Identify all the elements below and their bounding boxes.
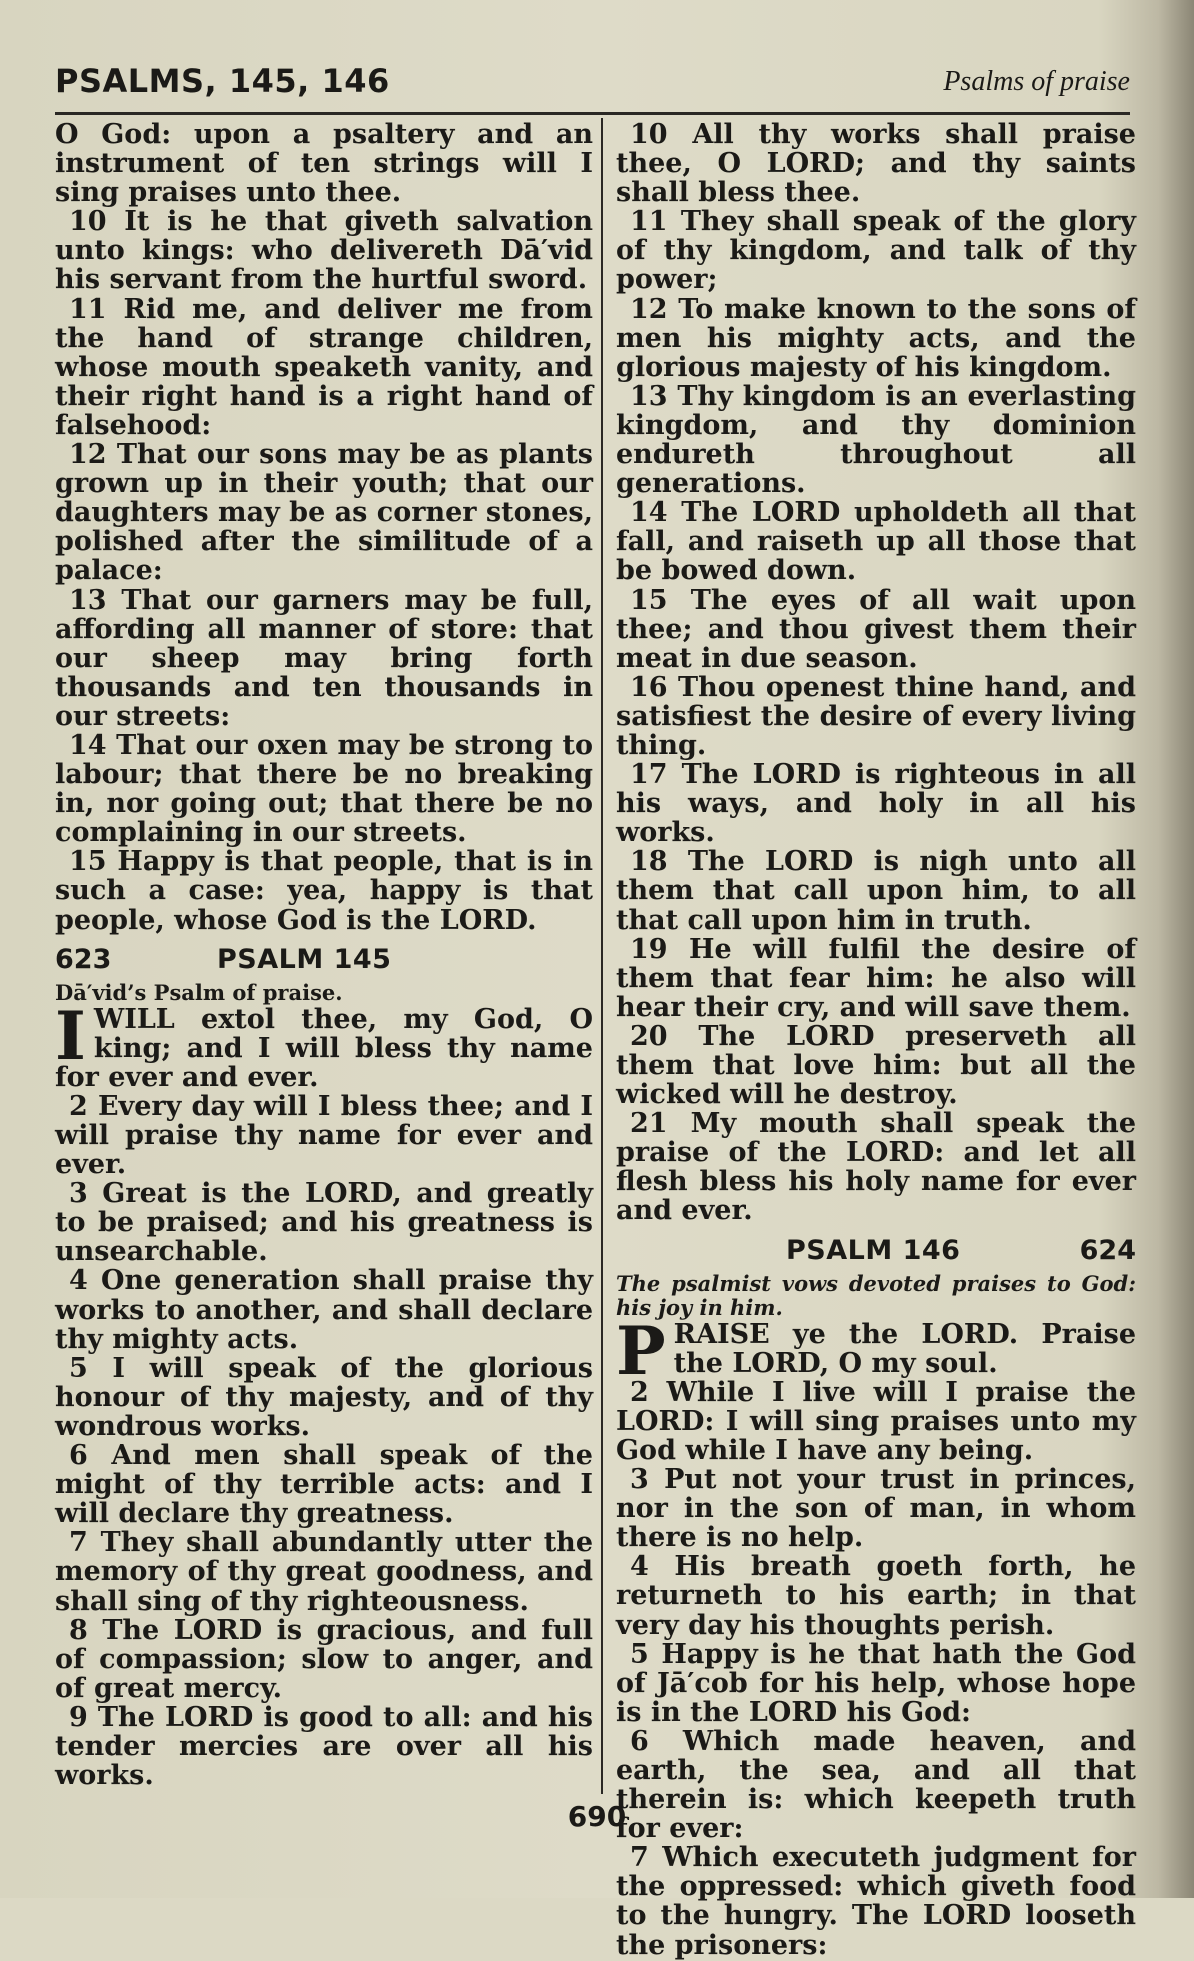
right-column	[616, 120, 1136, 1960]
verse: 2 Every day will I bless thee; and I will praise thy name for ever and ever.	[55, 1090, 593, 1181]
verse: 10 It is he that giveth salvation unto kings: who delivereth Dā′vid his servant from the hurtful sword.	[55, 206, 593, 296]
page-number: 690	[567, 1800, 627, 1833]
verse: 11 They shall speak of the glory of thy kingdom, and talk of thy power;	[616, 206, 1136, 296]
psalm-reference-number: 624	[1079, 1234, 1136, 1266]
verse: 18 The LORD is nigh unto all them that call upon him, to all that call upon him in truth.	[616, 846, 1136, 936]
verse: 14 The LORD upholdeth all that fall, and raiseth up all those that be bowed down.	[616, 497, 1136, 587]
psalm-title: PSALM 146	[786, 1234, 961, 1266]
verse: 16 Thou openest thine hand, and satisfiest the desire of every living thing.	[616, 671, 1136, 761]
psalm-subtitle: The psalmist vows devoted praises to God: his joy in him.	[616, 1270, 1136, 1320]
header-section-title: Psalms of praise	[943, 66, 1130, 97]
header-book-chapters: PSALMS, 145, 146	[55, 62, 390, 100]
verse: 3 Put not your trust in princes, nor in the son of man, in whom there is no help.	[616, 1464, 1136, 1554]
psalm-reference-number: 623	[55, 943, 112, 975]
verse: 2 While I live will I praise the LORD: I will sing praises unto my God while I have any being.	[616, 1376, 1136, 1466]
verse: 13 That our garners may be full, affording all manner of store: that our sheep may bring forth thousands and ten thousands in our streets:	[55, 584, 593, 732]
verse: 15 The eyes of all wait upon thee; and thou givest them their meat in due season.	[616, 584, 1136, 674]
verse-continuation: O God: upon a psaltery and an instrument of ten strings will I sing praises unto thee.	[55, 119, 593, 209]
verse: 4 One generation shall praise thy works to another, and shall declare thy mighty acts.	[55, 1265, 593, 1355]
verse-first	[616, 1311, 1136, 1390]
psalm-title: PSALM 145	[217, 943, 392, 975]
verse: 14 That our oxen may be strong to labour; that there be no breaking in, nor going out; that there be no complaining in our streets.	[55, 729, 593, 849]
verse-text: RAISE ye the LORD. Praise the LORD, O my soul.	[673, 1318, 1136, 1379]
column-divider	[601, 118, 603, 1794]
verse-text: WILL extol thee, my God, O king; and I will bless thy name for ever and ever.	[55, 1003, 593, 1093]
verse: 19 He will fulfil the desire of them that fear him: he also will hear their cry, and will save them.	[616, 933, 1136, 1023]
psalm-146-heading	[616, 1236, 1136, 1270]
verse: 20 The LORD preserveth all them that love him: but all the wicked will he destroy.	[616, 1020, 1136, 1111]
verse: 6 Which made heaven, and earth, the sea, and all that therein is: which keepeth truth for ever:	[616, 1725, 1136, 1845]
verse: 4 His breath goeth forth, he returneth to his earth; in that very day his thoughts perish.	[616, 1551, 1136, 1641]
verse: 5 Happy is he that hath the God of Jā′cob for his help, whose hope is in the LORD his God:	[616, 1638, 1136, 1728]
verse-first	[55, 996, 593, 1093]
verse: 11 Rid me, and deliver me from the hand of strange children, whose mouth speaketh vanity, and their right hand is a right hand of falsehood:	[55, 293, 593, 441]
verse: 3 Great is the LORD, and greatly to be praised; and his greatness is unsearchable.	[55, 1178, 593, 1268]
verse: 5 I will speak of the glorious honour of thy majesty, and of thy wondrous works.	[55, 1352, 593, 1442]
verse: 12 That our sons may be as plants grown up in their youth; that our daughters may be as corner stones, polished after the similitude of a palace:	[55, 439, 593, 587]
verse: 15 Happy is that people, that is in such a case: yea, happy is that people, whose God is the LORD.	[55, 846, 593, 936]
drop-cap: I	[55, 996, 86, 1075]
verse: 7 Which executeth judgment for the oppressed: which giveth food to the hungry. The LORD looseth the prisoners:	[616, 1842, 1136, 1961]
verse: 9 The LORD is good to all: and his tender mercies are over all his works.	[55, 1701, 593, 1792]
left-column	[55, 120, 593, 1790]
verse: 10 All thy works shall praise thee, O LORD; and thy saints shall bless thee.	[616, 119, 1136, 209]
verse: 13 Thy kingdom is an everlasting kingdom, and thy dominion endureth throughout all generations.	[616, 380, 1136, 500]
running-header	[55, 62, 1130, 102]
verse: 8 The LORD is gracious, and full of compassion; slow to anger, and of great mercy.	[55, 1614, 593, 1704]
header-rule	[55, 112, 1130, 115]
verse: 21 My mouth shall speak the praise of the LORD: and let all flesh bless his holy name for ever and ever.	[616, 1108, 1136, 1227]
verse: 7 They shall abundantly utter the memory of thy great goodness, and shall sing of thy righteousness.	[55, 1527, 593, 1617]
drop-cap: P	[616, 1311, 666, 1390]
psalm-subtitle: Dā′vid’s Psalm of praise.	[55, 979, 343, 1005]
verse: 6 And men shall speak of the might of thy terrible acts: and I will declare thy greatness.	[55, 1440, 593, 1530]
verse: 12 To make known to the sons of men his mighty acts, and the glorious majesty of his kingdom.	[616, 293, 1136, 383]
verse: 17 The LORD is righteous in all his ways, and holy in all his works.	[616, 759, 1136, 849]
psalm-145-heading	[55, 945, 593, 979]
